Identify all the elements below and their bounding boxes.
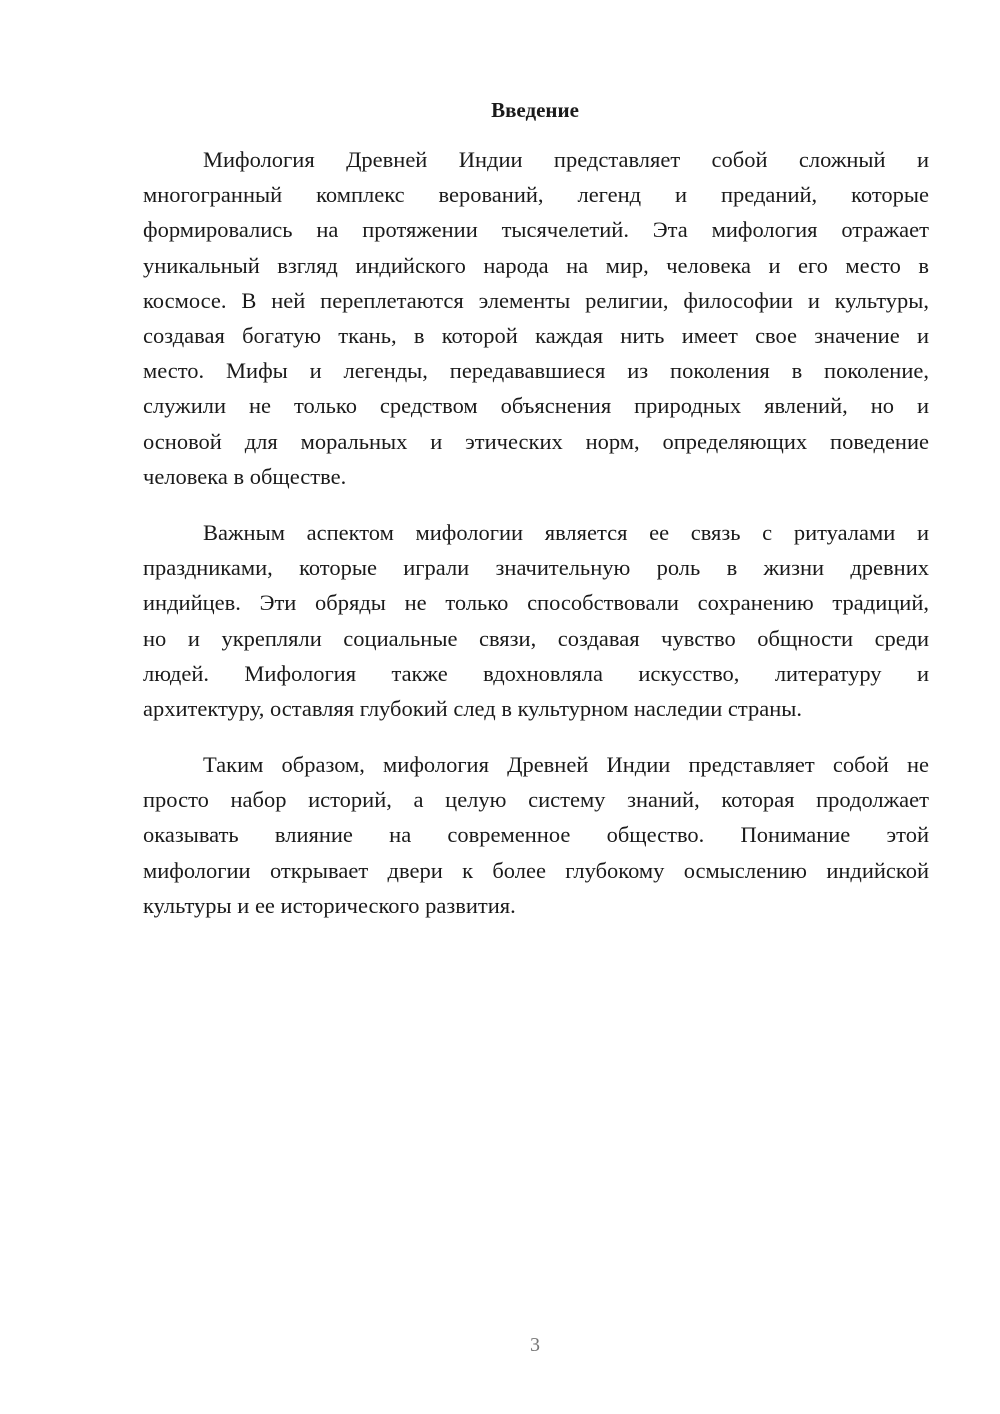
text-line: формировались на протяжении тысячелетий. Эта мифология отражает <box>143 217 929 243</box>
text-line: многогранный комплекс верований, легенд и преданий, которые <box>143 182 929 208</box>
paragraph-2 <box>143 515 929 726</box>
text-line: Мифология Древней Индии представляет собой сложный и <box>203 147 929 172</box>
text-line: но и укрепляли социальные связи, создавая чувство общности среди <box>143 625 929 651</box>
text-line: праздниками, которые играли значительную роль в жизни древних <box>143 555 929 581</box>
text-line: уникальный взгляд индийского народа на мир, человека и его место в <box>143 252 929 278</box>
text-line: архитектуру, оставляя глубокий след в культурном наследии страны. <box>143 695 803 721</box>
text-line: мифологии открывает двери к более глубокому осмыслению индийской <box>143 857 929 883</box>
text-line: место. Мифы и легенды, передававшиеся из поколения в поколение, <box>143 358 929 384</box>
text-line: основой для моральных и этических норм, определяющих поведение <box>143 428 929 454</box>
text-line: создавая богатую ткань, в которой каждая нить имеет свое значение и <box>143 322 929 348</box>
text-line: оказывать влияние на современное общество. Понимание этой <box>143 822 929 848</box>
section-title: Введение <box>491 98 579 122</box>
paragraph-3 <box>143 747 929 923</box>
text-line: просто набор историй, а целую систему знаний, которая продолжает <box>143 787 929 813</box>
text-line: индийцев. Эти обряды не только способствовали сохранению традиций, <box>143 590 929 616</box>
text-line: человека в обществе. <box>143 463 347 489</box>
page-number: 3 <box>530 1334 540 1356</box>
paragraph-1 <box>143 142 929 494</box>
text-line: служили не только средством объяснения природных явлений, но и <box>143 393 929 419</box>
text-line: людей. Мифология также вдохновляла искусство, литературу и <box>143 660 929 686</box>
text-line: Таким образом, мифология Древней Индии представляет собой не <box>203 752 929 777</box>
text-line: Важным аспектом мифологии является ее связь с ритуалами и <box>203 520 929 545</box>
text-line: культуры и ее исторического развития. <box>143 892 516 918</box>
text-line: космосе. В ней переплетаются элементы религии, философии и культуры, <box>143 287 929 313</box>
